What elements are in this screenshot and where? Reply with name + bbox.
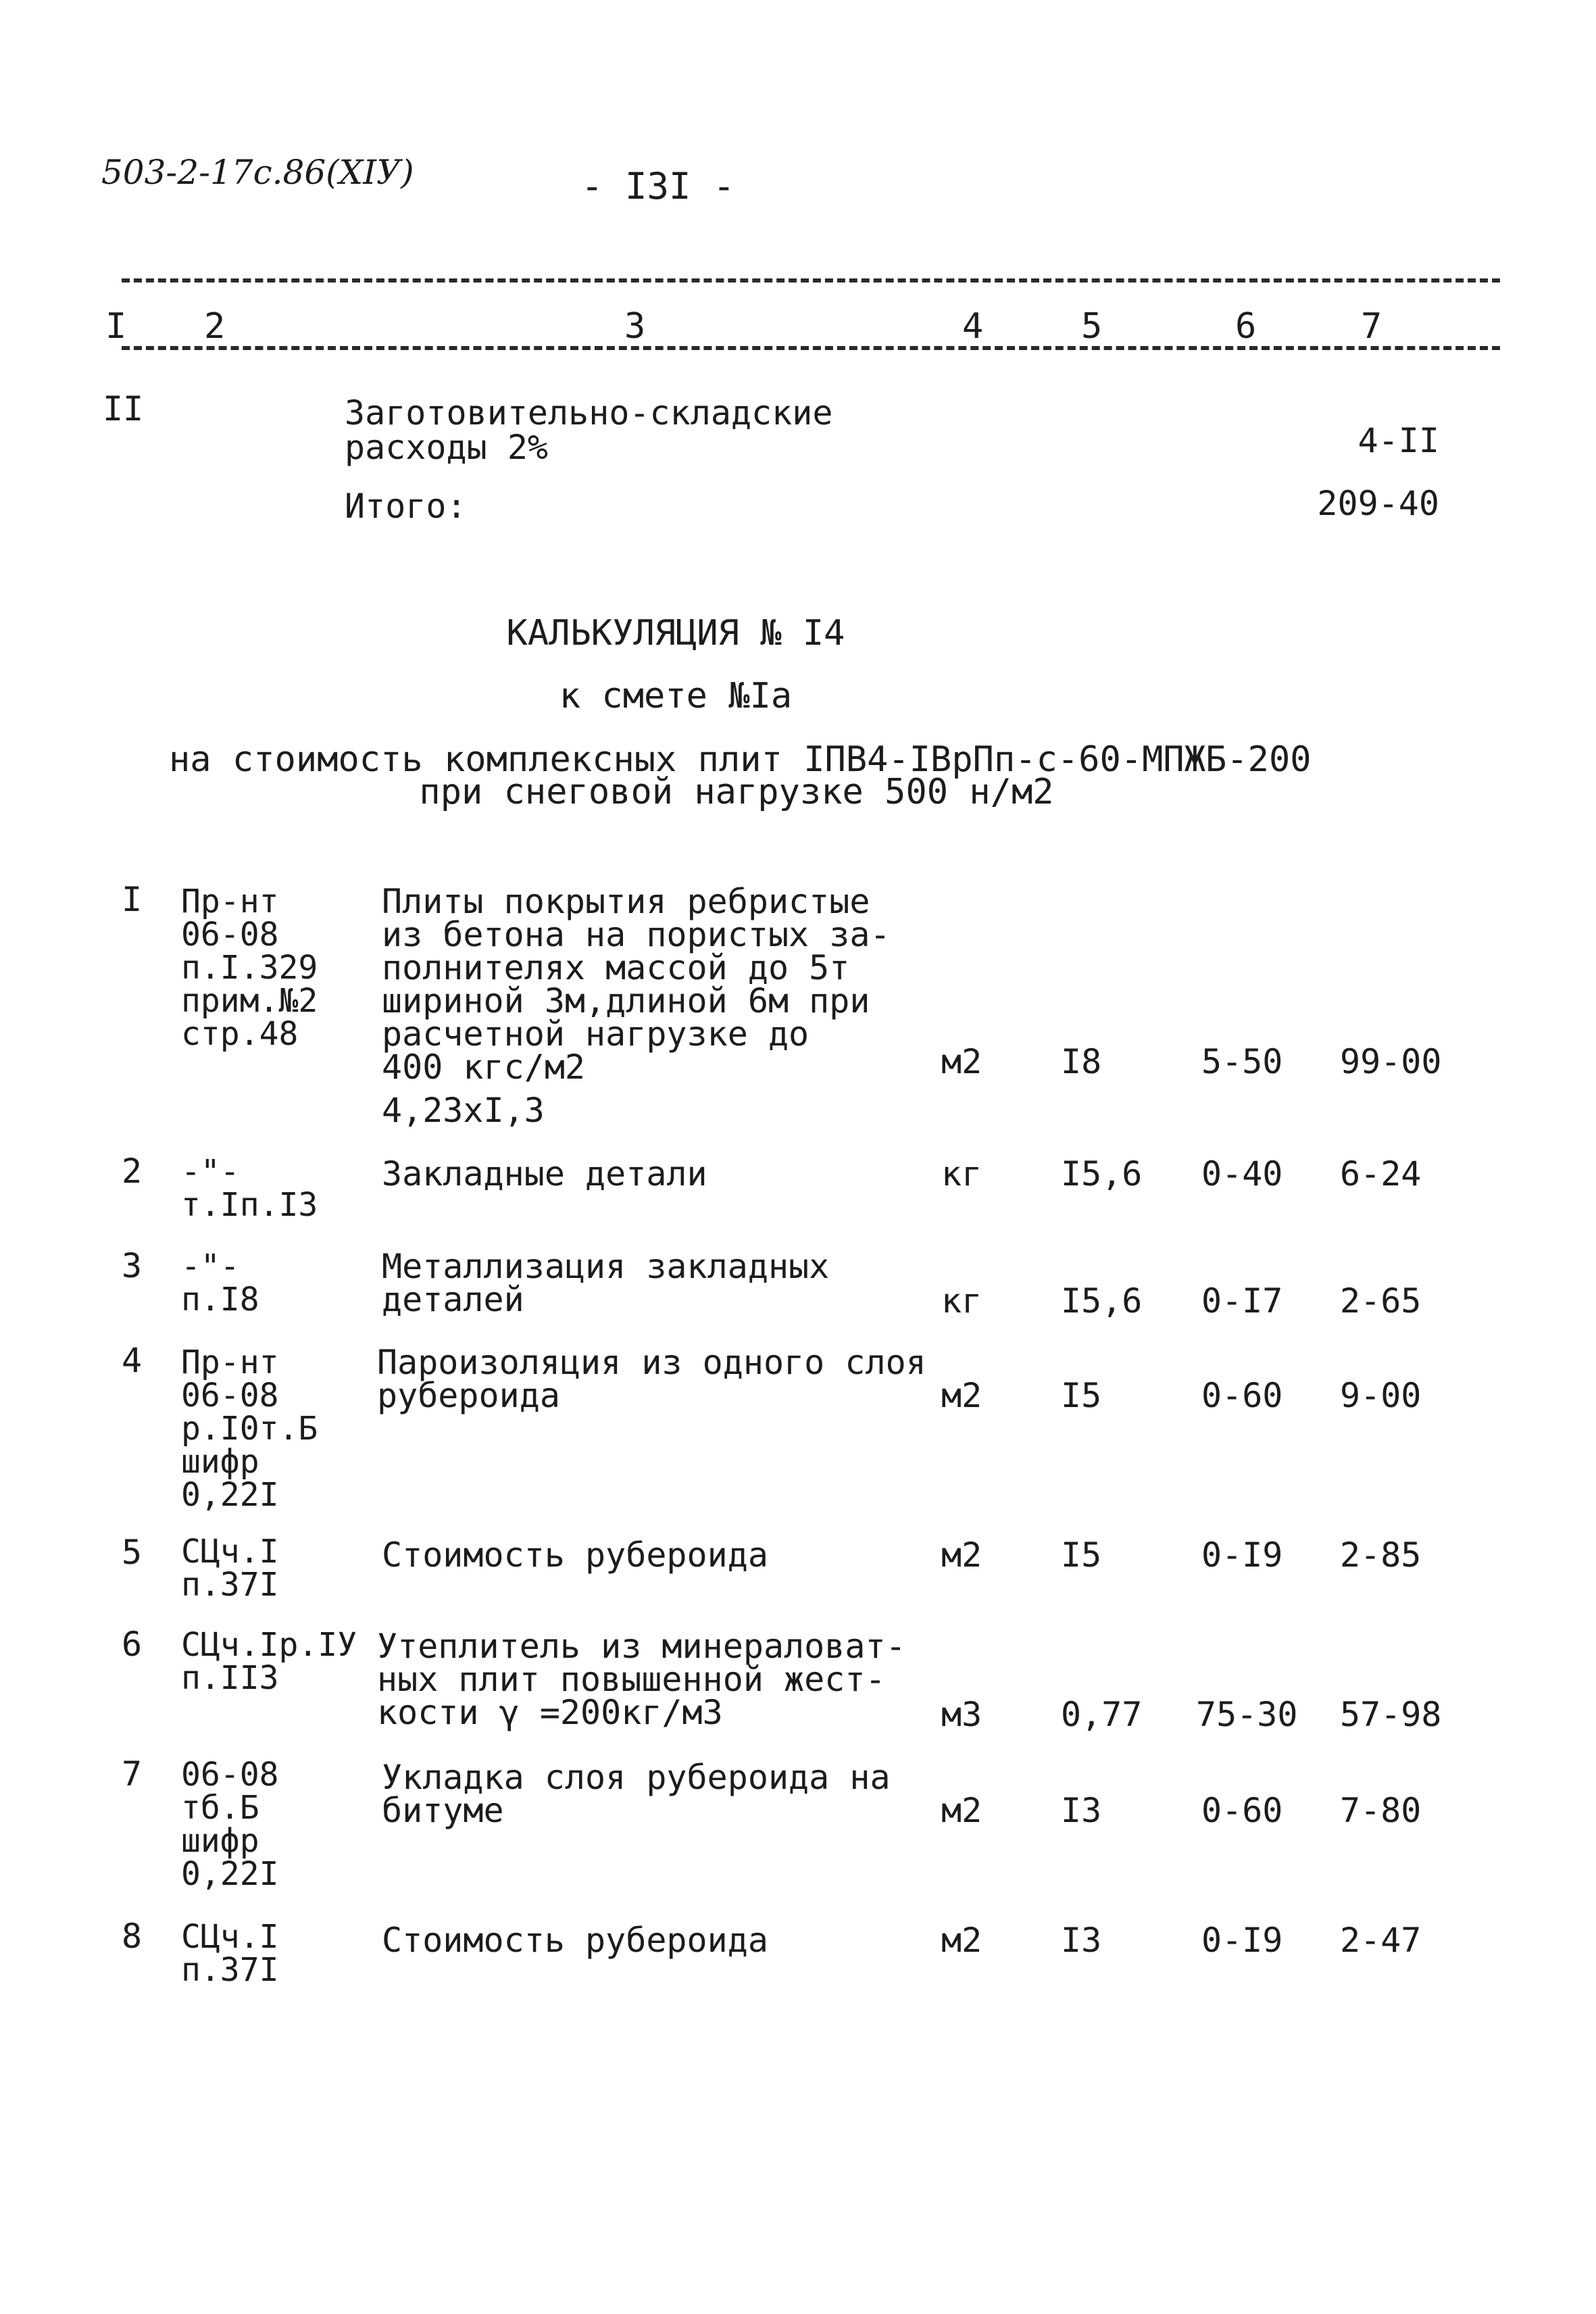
row-3-qty: I5,6	[1061, 1281, 1143, 1321]
row-5-code: СЦч.I п.37I	[181, 1533, 279, 1604]
row-7-price: 0-60	[1201, 1791, 1283, 1830]
row-8-number: 8	[122, 1917, 143, 1956]
row-7-number: 7	[122, 1754, 143, 1794]
row-2-qty: I5,6	[1061, 1154, 1143, 1193]
column-number-4: 4	[958, 310, 987, 344]
row-6-price: 75-30	[1196, 1695, 1298, 1734]
row-8-code: СЦч.I п.37I	[181, 1918, 279, 1989]
calculation-description: на стоимость комплексных плит IПВ4-IВрПп-с-60-МПЖБ-200 при снеговой нагрузке 500 н/м2	[169, 739, 1312, 812]
header-rule-top	[122, 278, 1500, 282]
row-2-name: Закладные детали	[382, 1154, 707, 1193]
row-8-qty: I3	[1061, 1921, 1102, 1960]
summary-value: 4-II	[1357, 421, 1439, 460]
row-4-number: 4	[122, 1341, 143, 1380]
row-5-total: 2-85	[1340, 1535, 1422, 1575]
row-3-total: 2-65	[1340, 1281, 1422, 1321]
row-3-code: -"- п.I8	[181, 1248, 259, 1319]
row-4-total: 9-00	[1340, 1376, 1422, 1415]
row-1-price: 5-50	[1201, 1042, 1283, 1081]
row-4-unit: м2	[941, 1376, 982, 1415]
row-3-price: 0-I7	[1201, 1281, 1283, 1321]
calculation-title: КАЛЬКУЛЯЦИЯ № I4	[506, 613, 845, 654]
page-number: - I3I -	[581, 165, 735, 207]
row-2-total: 6-24	[1340, 1154, 1422, 1193]
column-number-6: 6	[1231, 310, 1260, 344]
row-2-price: 0-40	[1201, 1154, 1283, 1193]
summary-row-number: II	[103, 389, 144, 428]
row-5-number: 5	[122, 1533, 143, 1572]
row-8-unit: м2	[941, 1921, 982, 1960]
row-2-number: 2	[122, 1152, 143, 1191]
row-8-price: 0-I9	[1201, 1921, 1283, 1960]
row-6-number: 6	[122, 1625, 143, 1664]
document-code: 503-2-17с.86(XIУ)	[101, 153, 414, 192]
row-1-extra: 4,23хI,3	[382, 1091, 545, 1130]
row-4-name: Пароизоляция из одного слоя рубероида	[377, 1343, 926, 1415]
row-8-name: Стоимость рубероида	[382, 1921, 768, 1960]
row-6-qty: 0,77	[1061, 1695, 1143, 1734]
summary-label: Заготовительно-складские расходы 2%	[345, 393, 833, 467]
column-number-1: I	[101, 310, 130, 344]
row-7-name: Укладка слоя рубероида на битуме	[382, 1758, 891, 1830]
row-5-qty: I5	[1061, 1535, 1102, 1575]
column-number-7: 7	[1357, 310, 1386, 344]
total-label: Итого:	[345, 487, 467, 526]
column-number-2: 2	[200, 310, 229, 344]
row-7-code: 06-08 тб.Б шифр 0,22I	[181, 1756, 279, 1893]
row-4-qty: I5	[1061, 1376, 1102, 1415]
row-3-number: 3	[122, 1246, 143, 1285]
row-6-unit: м3	[941, 1695, 982, 1734]
row-5-name: Стоимость рубероида	[382, 1535, 768, 1575]
row-7-qty: I3	[1061, 1791, 1102, 1830]
header-rule-bottom	[122, 346, 1500, 350]
row-2-code: -"- т.Iп.I3	[181, 1153, 318, 1224]
row-4-price: 0-60	[1201, 1376, 1283, 1415]
row-5-unit: м2	[941, 1535, 982, 1575]
row-6-total: 57-98	[1340, 1695, 1442, 1734]
row-4-code: Пр-нт 06-08 р.I0т.Б шифр 0,22I	[181, 1344, 318, 1514]
column-number-3: 3	[620, 310, 649, 344]
row-1-number: I	[122, 880, 143, 919]
row-3-unit: кг	[941, 1281, 982, 1321]
calculation-subtitle: к смете №Iа	[559, 676, 793, 716]
row-6-code: СЦч.Iр.IУ п.II3	[181, 1626, 357, 1697]
row-2-unit: кг	[941, 1154, 982, 1193]
row-1-name: Плиты покрытия ребристые из бетона на пористых за- полнителях массой до 5т шириной 3м,длиной 6м при расчетной нагрузке до 400 кгс/м2	[382, 882, 891, 1087]
row-1-unit: м2	[941, 1042, 982, 1081]
row-3-name: Металлизация закладных деталей	[382, 1247, 830, 1319]
row-7-total: 7-80	[1340, 1791, 1422, 1830]
row-1-qty: I8	[1061, 1042, 1102, 1081]
total-value: 209-40	[1317, 484, 1439, 523]
row-1-code: Пр-нт 06-08 п.I.329 прим.№2 стр.48	[181, 883, 318, 1053]
row-7-unit: м2	[941, 1791, 982, 1830]
row-5-price: 0-I9	[1201, 1535, 1283, 1575]
row-8-total: 2-47	[1340, 1921, 1422, 1960]
row-6-name: Утеплитель из минераловат- ных плит повышенной жест- кости γ =200кг/м3	[377, 1627, 906, 1732]
row-1-total: 99-00	[1340, 1042, 1442, 1081]
column-number-5: 5	[1077, 310, 1106, 344]
